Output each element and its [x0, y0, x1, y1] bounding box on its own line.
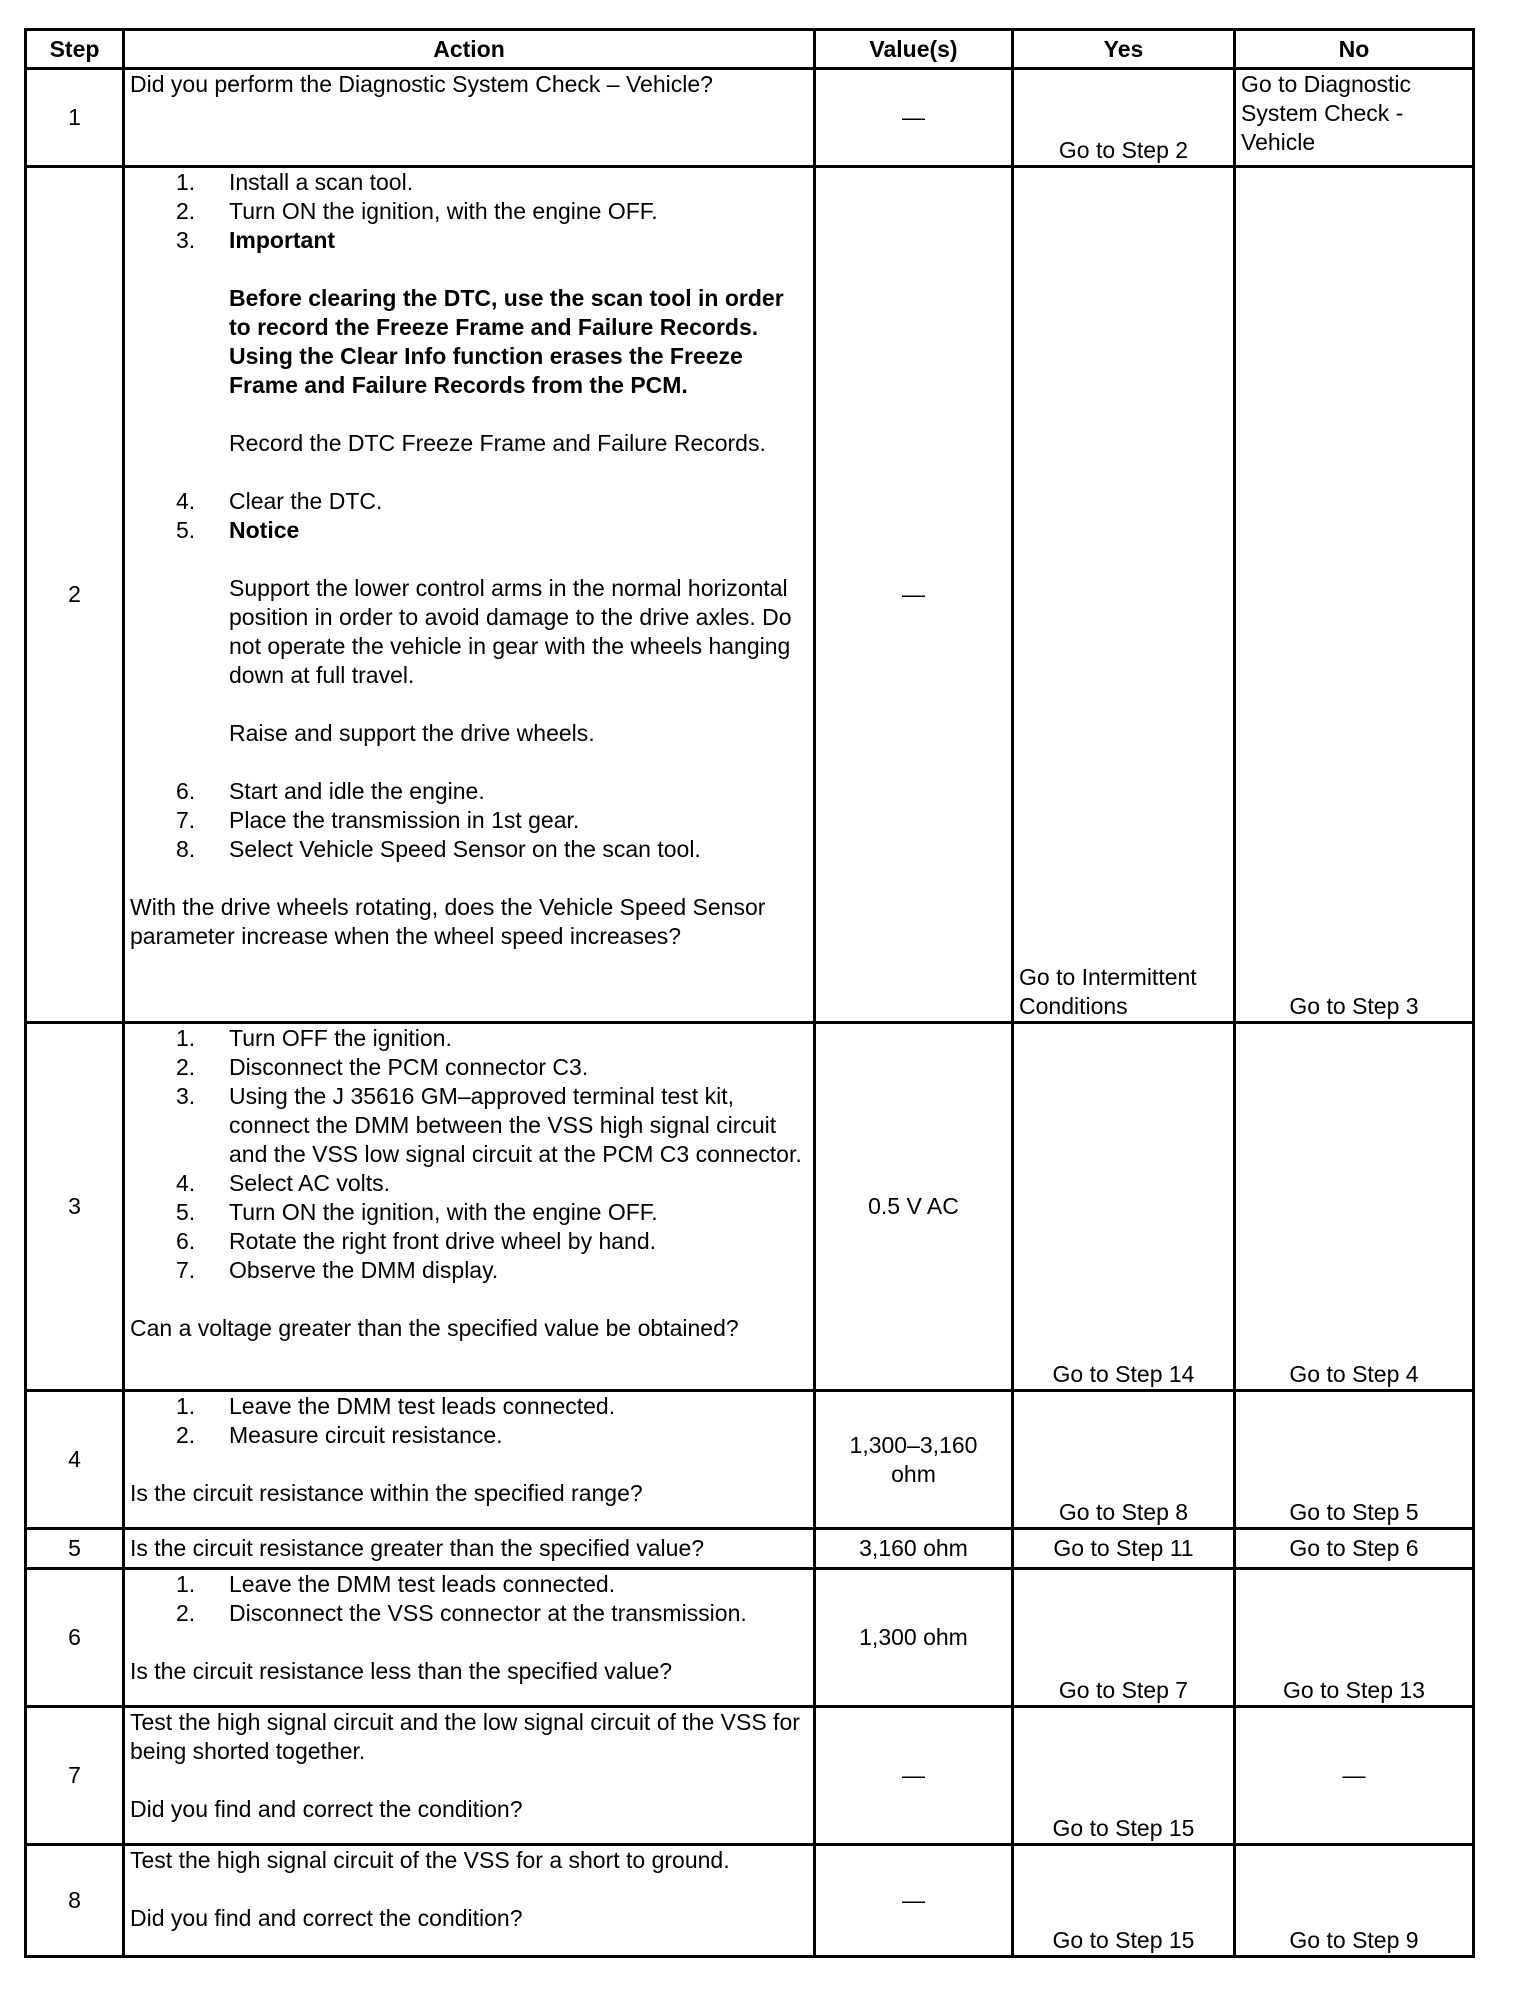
no-cell: Go to Step 6	[1235, 1529, 1474, 1569]
yes-cell: Go to Intermittent Conditions	[1013, 167, 1235, 1023]
header-step: Step	[26, 30, 124, 69]
value-cell: 1,300–3,160 ohm	[815, 1391, 1013, 1529]
table-row-step-4	[26, 1391, 1474, 1529]
no-cell: Go to Diagnostic System Check - Vehicle	[1235, 69, 1474, 167]
action-step: 2. Disconnect the PCM connector C3.	[176, 1054, 589, 1080]
step-number: 2	[26, 167, 124, 1023]
action-step: 7. Place the transmission in 1st gear.	[176, 807, 580, 833]
action-step: 3. Using the J 35616 GM–approved terminal test kit, connect the DMM between the VSS high signal circuit and the VSS low signal circuit at the PCM C3 connector.	[176, 1083, 802, 1167]
action-question: Is the circuit resistance less than the specified value?	[130, 1658, 673, 1684]
action-text: Is the circuit resistance greater than the specified value?	[124, 1529, 815, 1569]
action-cell	[124, 1391, 815, 1529]
step-number: 6	[26, 1569, 124, 1707]
yes-cell: Go to Step 15	[1013, 1707, 1235, 1845]
value-cell: 1,300 ohm	[815, 1569, 1013, 1707]
step-number: 3	[26, 1023, 124, 1391]
table-row-step-7	[26, 1707, 1474, 1845]
action-step: 6. Start and idle the engine.	[176, 778, 485, 804]
action-step: 5. Turn ON the ignition, with the engine OFF.	[176, 1199, 658, 1225]
action-steps	[130, 777, 808, 864]
yes-cell: Go to Step 8	[1013, 1391, 1235, 1529]
notice-note: Support the lower control arms in the normal horizontal position in order to avoid damage to the drive axles. Do not operate the vehicle in gear with the wheels hanging down at full travel.	[229, 575, 792, 688]
action-step: 8. Select Vehicle Speed Sensor on the scan tool.	[176, 836, 701, 862]
header-no: No	[1235, 30, 1474, 69]
no-cell: Go to Step 9	[1235, 1845, 1474, 1957]
yes-cell: Go to Step 15	[1013, 1845, 1235, 1957]
action-step: 4. Select AC volts.	[176, 1170, 391, 1196]
notice-action: Raise and support the drive wheels.	[229, 720, 595, 746]
value-cell: —	[815, 1845, 1013, 1957]
table-row-step-2	[26, 167, 1474, 1023]
action-question: Can a voltage greater than the specified value be obtained?	[130, 1315, 739, 1341]
action-step: 4. Clear the DTC.	[176, 488, 383, 514]
action-steps	[130, 168, 808, 255]
header-action: Action	[124, 30, 815, 69]
action-step: 2. Turn ON the ignition, with the engine OFF.	[176, 198, 658, 224]
action-steps	[130, 1570, 808, 1628]
action-cell	[124, 1023, 815, 1391]
value-cell: —	[815, 69, 1013, 167]
no-cell: —	[1235, 1707, 1474, 1845]
action-cell	[124, 1707, 815, 1845]
action-step: 1. Turn OFF the ignition.	[176, 1025, 452, 1051]
action-step: 7. Observe the DMM display.	[176, 1257, 499, 1283]
step-number: 5	[26, 1529, 124, 1569]
action-cell	[124, 167, 815, 1023]
yes-cell: Go to Step 2	[1013, 69, 1235, 167]
yes-cell: Go to Step 11	[1013, 1529, 1235, 1569]
step-number: 4	[26, 1391, 124, 1529]
action-step: 1. Install a scan tool.	[176, 169, 414, 195]
action-step: 6. Rotate the right front drive wheel by hand.	[176, 1228, 657, 1254]
action-question: Did you find and correct the condition?	[130, 1796, 523, 1822]
value-cell: —	[815, 1707, 1013, 1845]
action-text: Test the high signal circuit and the low signal circuit of the VSS for being shorted together.	[130, 1709, 800, 1764]
no-cell: Go to Step 13	[1235, 1569, 1474, 1707]
action-step: 1. Leave the DMM test leads connected.	[176, 1571, 616, 1597]
table-row-step-1	[26, 69, 1474, 167]
action-steps	[130, 1392, 808, 1450]
action-question: Is the circuit resistance within the specified range?	[130, 1480, 643, 1506]
action-steps	[130, 487, 808, 545]
table-row-step-8	[26, 1845, 1474, 1957]
header-row	[26, 30, 1474, 69]
action-question: With the drive wheels rotating, does the Vehicle Speed Sensor parameter increase when the wheel speed increases?	[130, 894, 766, 949]
important-note: Before clearing the DTC, use the scan tool in order to record the Freeze Frame and Failure Records. Using the Clear Info function erases the Freeze Frame and Failure Records from the PCM.	[229, 285, 784, 398]
action-step: 1. Leave the DMM test leads connected.	[176, 1393, 616, 1419]
yes-cell: Go to Step 14	[1013, 1023, 1235, 1391]
action-step: 3. Important	[176, 227, 336, 253]
action-step: 2. Measure circuit resistance.	[176, 1422, 503, 1448]
action-question: Did you find and correct the condition?	[130, 1905, 523, 1931]
table-row-step-3	[26, 1023, 1474, 1391]
diagnostic-table	[24, 28, 1475, 1958]
action-step: 2. Disconnect the VSS connector at the transmission.	[176, 1600, 747, 1626]
no-cell: Go to Step 3	[1235, 167, 1474, 1023]
yes-cell: Go to Step 7	[1013, 1569, 1235, 1707]
action-text: Did you perform the Diagnostic System Check – Vehicle?	[124, 69, 815, 167]
action-steps	[130, 1024, 808, 1285]
header-values: Value(s)	[815, 30, 1013, 69]
step-number: 8	[26, 1845, 124, 1957]
step-number: 1	[26, 69, 124, 167]
no-cell: Go to Step 5	[1235, 1391, 1474, 1529]
action-cell	[124, 1845, 815, 1957]
no-cell: Go to Step 4	[1235, 1023, 1474, 1391]
table-row-step-6	[26, 1569, 1474, 1707]
important-label: Important	[229, 227, 336, 253]
step-number: 7	[26, 1707, 124, 1845]
value-cell: —	[815, 167, 1013, 1023]
action-text: Test the high signal circuit of the VSS for a short to ground.	[130, 1847, 730, 1873]
value-cell: 3,160 ohm	[815, 1529, 1013, 1569]
action-step: 5. Notice	[176, 517, 300, 543]
action-cell	[124, 1569, 815, 1707]
header-yes: Yes	[1013, 30, 1235, 69]
table-row-step-5	[26, 1529, 1474, 1569]
important-action: Record the DTC Freeze Frame and Failure Records.	[229, 430, 766, 456]
value-cell: 0.5 V AC	[815, 1023, 1013, 1391]
notice-label: Notice	[229, 517, 300, 543]
